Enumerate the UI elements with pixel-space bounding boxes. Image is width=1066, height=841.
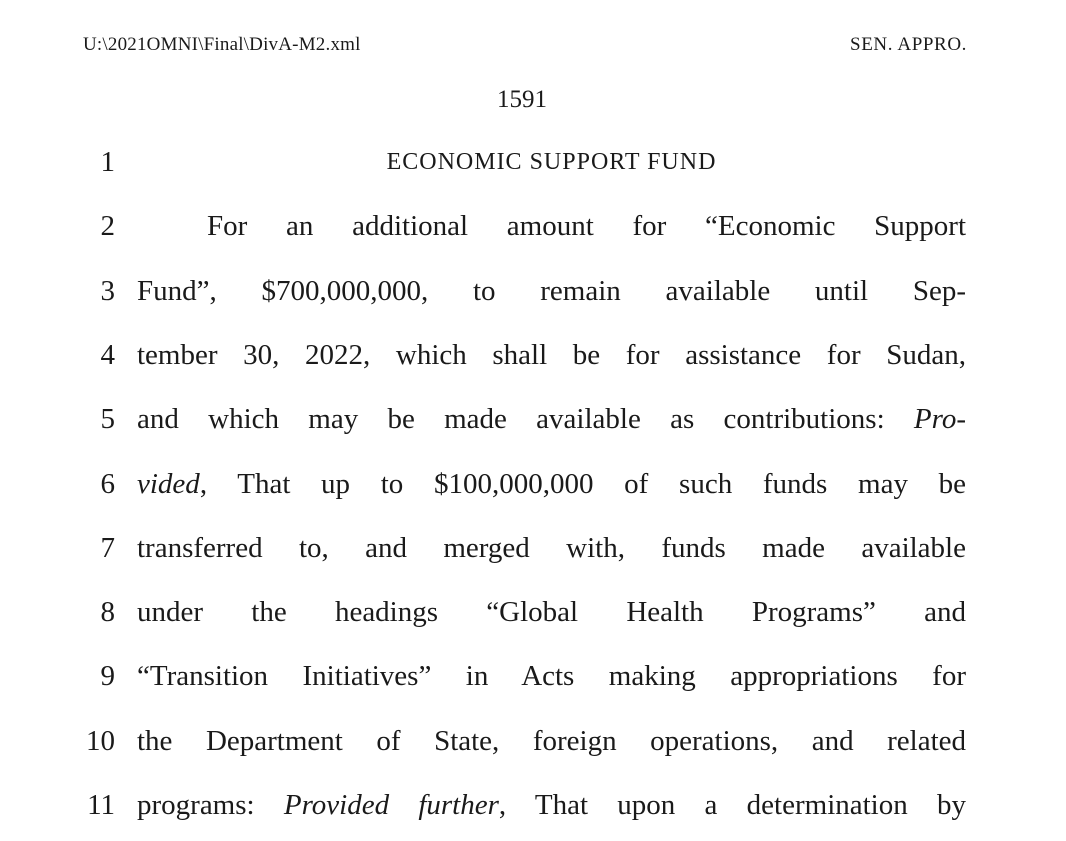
line-number: 11 [87, 789, 115, 821]
line-number: 6 [100, 467, 115, 500]
document-line [0, 592, 1066, 632]
line-text [137, 528, 966, 568]
line-text [137, 785, 966, 825]
line-text [137, 271, 966, 311]
committee-header: SEN. APPRO. [850, 34, 967, 55]
line-text [137, 335, 966, 375]
line-text [137, 721, 966, 761]
line-number: 4 [100, 338, 115, 371]
text-segment: , That up to $100,000,000 of such funds may be [199, 467, 966, 500]
line-number: 8 [100, 596, 115, 629]
document-line [0, 464, 1066, 504]
text-segment: Fund”, $700,000,000, to remain available until Sep- [137, 274, 966, 307]
section-heading [137, 142, 966, 182]
line-text [137, 656, 966, 696]
line-number: 1 [100, 146, 115, 178]
line-number: 3 [100, 274, 115, 307]
document-line [0, 335, 1066, 375]
document-line [0, 721, 1066, 761]
text-segment: programs: [137, 789, 284, 821]
italic-text: vided [137, 467, 200, 500]
page-number: 1591 [497, 86, 547, 113]
line-text [137, 464, 966, 504]
document-line [0, 528, 1066, 568]
line-number: 9 [100, 660, 115, 693]
line-number: 10 [86, 724, 115, 757]
document-line [0, 206, 1066, 246]
line-number: 2 [100, 210, 115, 243]
file-path-header: U:\2021OMNI\Final\DivA-M2.xml [83, 34, 361, 55]
line-number: 7 [100, 531, 115, 564]
document-line [0, 142, 1066, 182]
text-segment: the Department of State, foreign operations, and related [137, 724, 966, 757]
italic-text: Provided further [283, 789, 499, 821]
line-text [137, 592, 966, 632]
line-text [207, 206, 966, 246]
text-segment: and which may be made available as contributions: [137, 403, 914, 436]
text-segment: ECONOMIC SUPPORT FUND [386, 149, 717, 175]
line-text [137, 399, 966, 439]
text-segment: “Transition Initiatives” in Acts making appropriations for [137, 660, 966, 693]
document-line [0, 656, 1066, 696]
text-segment: tember 30, 2022, which shall be for assistance for Sudan, [137, 338, 966, 371]
document-line [0, 399, 1066, 439]
text-segment: For an additional amount for “Economic Support [207, 210, 966, 243]
line-number: 5 [100, 403, 115, 436]
document-line [0, 785, 1066, 825]
italic-text: Pro- [913, 403, 966, 436]
text-segment: under the headings “Global Health Programs” and [137, 596, 966, 629]
text-segment: transferred to, and merged with, funds made available [137, 531, 966, 564]
document-line [0, 271, 1066, 311]
text-segment: , That upon a determination by [498, 789, 966, 821]
